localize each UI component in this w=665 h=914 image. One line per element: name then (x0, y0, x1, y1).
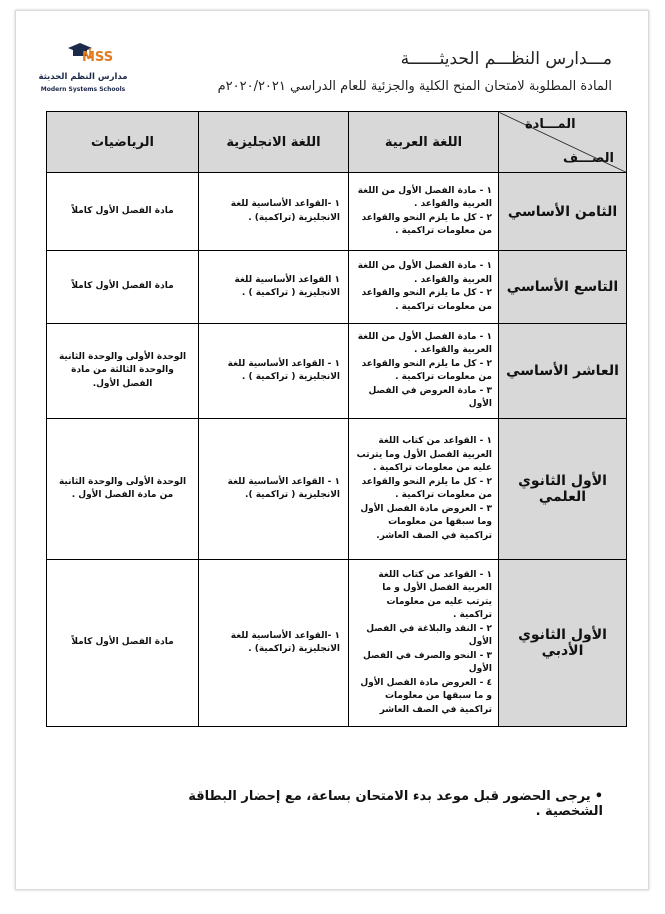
logo-initials: MSS (82, 50, 114, 65)
english-text: ١ - القواعد الأساسية للغة الانجليزية ( تراكمية ). (227, 476, 340, 500)
arabic-item: ٢ - كل ما يلزم النحو والقواعد من معلومات تراكمية . (361, 358, 492, 382)
arabic-cell (349, 251, 499, 324)
english-text: ١ - القواعد الأساسية للغة الانجليزية ( تراكمية ) . (227, 358, 340, 382)
arabic-item: ١ - القواعد من كتاب اللغة العربية الفصل الأول و ما يترتب عليه من معلومات تراكمية . (378, 569, 492, 621)
page-subtitle: المادة المطلوبة لامتحان المنح الكلية والجزئية للعام الدراسي ٢٠٢٠/٢٠٢١م (217, 79, 612, 94)
math-cell: مادة الفصل الأول كاملاً (47, 173, 199, 251)
logo-name-english: Modern Systems Schools (40, 86, 126, 93)
arabic-cell (349, 419, 499, 560)
table-row (47, 173, 627, 251)
note-bullet: • (594, 789, 603, 804)
arabic-cell (349, 173, 499, 251)
grade-cell: التاسع الأساسي (499, 251, 627, 324)
arabic-cell (349, 560, 499, 727)
english-cell (199, 251, 349, 324)
grade-cell: الأول الثانوي الأدبي (499, 560, 627, 727)
english-text: ١ القواعد الأساسية للغة الانجليزية ( تراكمية ) . (234, 274, 340, 298)
grade-cell: الأول الثانوي العلمي (499, 419, 627, 560)
arabic-item: ١ - مادة الفصل الأول من اللغة العربية والقواعد . (357, 185, 492, 209)
note-text: يرجى الحضور قبل موعد بدء الامتحان بساعة، مع إحضار البطاقة الشخصية . (188, 789, 603, 819)
arabic-item: ٢ - كل ما يلزم النحو والقواعد من معلومات تراكمية . (361, 212, 492, 236)
arabic-item: ١ - مادة الفصل الأول من اللغة العربية والقواعد . (357, 331, 492, 355)
english-text: ١ -القواعد الأساسية للغة الانجليزية (تراكمية) . (230, 199, 340, 223)
english-text: ١ -القواعد الأساسية للغة الانجليزية (تراكمية) . (230, 630, 340, 654)
table-row (47, 251, 627, 324)
page-title: مـــدارس النظـــم الحديثــــــة (400, 49, 612, 69)
table-header-row (47, 112, 627, 173)
corner-grade-label: الصـــف (563, 151, 614, 166)
math-cell: الوحدة الأولى والوحدة الثانية من مادة الفصل الأول . (47, 419, 199, 560)
arabic-item: ٣ - النحو والصرف في الفصل الأول (363, 650, 492, 675)
grade-cell: الثامن الأساسي (499, 173, 627, 251)
arabic-item: ١ - مادة الفصل الأول من اللغة العربية والقواعد . (357, 261, 492, 285)
english-cell (199, 419, 349, 560)
arabic-item: ٣ - مادة العروض في الفصل الأول (368, 385, 492, 409)
math-cell: مادة الفصل الأول كاملاً (47, 251, 199, 324)
arabic-item: ١ - القواعد من كتاب اللغة العربية الفصل الأول وما يترتب عليه من معلومات تراكمية . (356, 436, 492, 473)
arabic-cell (349, 324, 499, 419)
grade-cell: العاشر الأساسي (499, 324, 627, 419)
table-row (47, 560, 627, 727)
corner-header-cell (499, 112, 627, 173)
school-logo (38, 36, 128, 98)
math-cell: مادة الفصل الأول كاملاً (47, 560, 199, 727)
column-header-english: اللغة الانجليزية (199, 112, 349, 173)
logo-name-arabic: مدارس النظم الحديثة (38, 72, 128, 82)
english-cell (199, 173, 349, 251)
attendance-note (136, 789, 603, 819)
math-cell: الوحدة الأولى والوحدة الثانية والوحدة الثالثة من مادة الفصل الأول. (47, 324, 199, 419)
column-header-math: الرياضيات (47, 112, 199, 173)
arabic-item: ٤ - العروض مادة الفصل الأول و ما سبقها من معلومات تراكمية في الصف العاشر (360, 677, 492, 715)
arabic-item: ٢ - كل ما يلزم النحو والقواعد من معلومات تراكمية . (361, 288, 492, 312)
table-row (47, 324, 627, 419)
table-row (47, 419, 627, 560)
english-cell (199, 324, 349, 419)
corner-subject-label: المـــادة (525, 117, 576, 132)
column-header-arabic: اللغة العربية (349, 112, 499, 173)
arabic-item: ٢ - كل ما يلزم النحو والقواعد من معلومات تراكمية . (361, 476, 492, 500)
arabic-item: ٢ - النقد والبلاغة في الفصل الأول (366, 623, 492, 648)
english-cell (199, 560, 349, 727)
exam-materials-table (46, 111, 627, 727)
arabic-item: ٣ - العروض مادة الفصل الأول وما سبقها من معلومات تراكمية في الصف العاشر. (360, 503, 492, 541)
